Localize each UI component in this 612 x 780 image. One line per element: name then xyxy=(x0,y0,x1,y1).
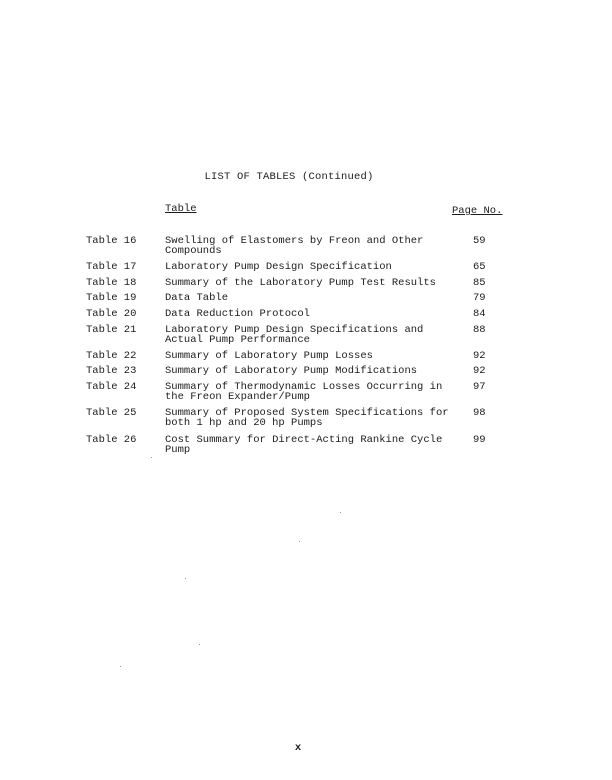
page-title: LIST OF TABLES (Continued) xyxy=(204,171,374,183)
scan-speck xyxy=(185,578,186,579)
table-label: Table 19 xyxy=(86,292,137,304)
table-label: Table 25 xyxy=(86,407,137,419)
table-page-number: 92 xyxy=(473,350,486,362)
table-label: Table 16 xyxy=(86,235,137,247)
table-page-number: 99 xyxy=(473,434,486,446)
table-description: Cost Summary for Direct-Acting Rankine Cycle Pump xyxy=(165,434,443,456)
table-label: Table 24 xyxy=(86,381,137,393)
table-column-header: Table xyxy=(165,203,197,215)
table-label: Table 20 xyxy=(86,308,137,320)
table-description: Summary of Laboratory Pump Modifications xyxy=(165,365,418,377)
page-column-header: Page No. xyxy=(452,205,503,217)
table-page-number: 65 xyxy=(473,261,486,273)
table-page-number: 88 xyxy=(473,324,486,336)
table-label: Table 26 xyxy=(86,434,137,446)
table-description: Swelling of Elastomers by Freon and Other Compounds xyxy=(165,235,424,257)
table-label: Table 18 xyxy=(86,277,137,289)
table-description: Laboratory Pump Design Specifications and Actual Pump Performance xyxy=(165,324,424,346)
page-number: x xyxy=(294,742,302,754)
table-description: Laboratory Pump Design Specification xyxy=(165,261,392,273)
table-page-number: 79 xyxy=(473,292,486,304)
scan-speck xyxy=(151,457,152,458)
scan-speck xyxy=(199,644,200,645)
table-label: Table 17 xyxy=(86,261,137,273)
table-page-number: 59 xyxy=(473,235,486,247)
table-label: Table 22 xyxy=(86,350,137,362)
table-page-number: 85 xyxy=(473,277,486,289)
table-description: Data Reduction Protocol xyxy=(165,308,310,320)
table-description: Summary of the Laboratory Pump Test Results xyxy=(165,277,436,289)
table-page-number: 92 xyxy=(473,365,486,377)
table-page-number: 98 xyxy=(473,407,486,419)
table-description: Data Table xyxy=(165,292,229,304)
table-page-number: 97 xyxy=(473,381,486,393)
scan-speck xyxy=(299,541,300,542)
table-description: Summary of Proposed System Specifications for both 1 hp and 20 hp Pumps xyxy=(165,407,449,429)
table-description: Summary of Thermodynamic Losses Occurring in the Freon Expander/Pump xyxy=(165,381,443,403)
table-description: Summary of Laboratory Pump Losses xyxy=(165,350,373,362)
table-label: Table 21 xyxy=(86,324,137,336)
scan-speck xyxy=(340,512,341,513)
table-page-number: 84 xyxy=(473,308,486,320)
scan-speck xyxy=(120,666,121,667)
table-label: Table 23 xyxy=(86,365,137,377)
